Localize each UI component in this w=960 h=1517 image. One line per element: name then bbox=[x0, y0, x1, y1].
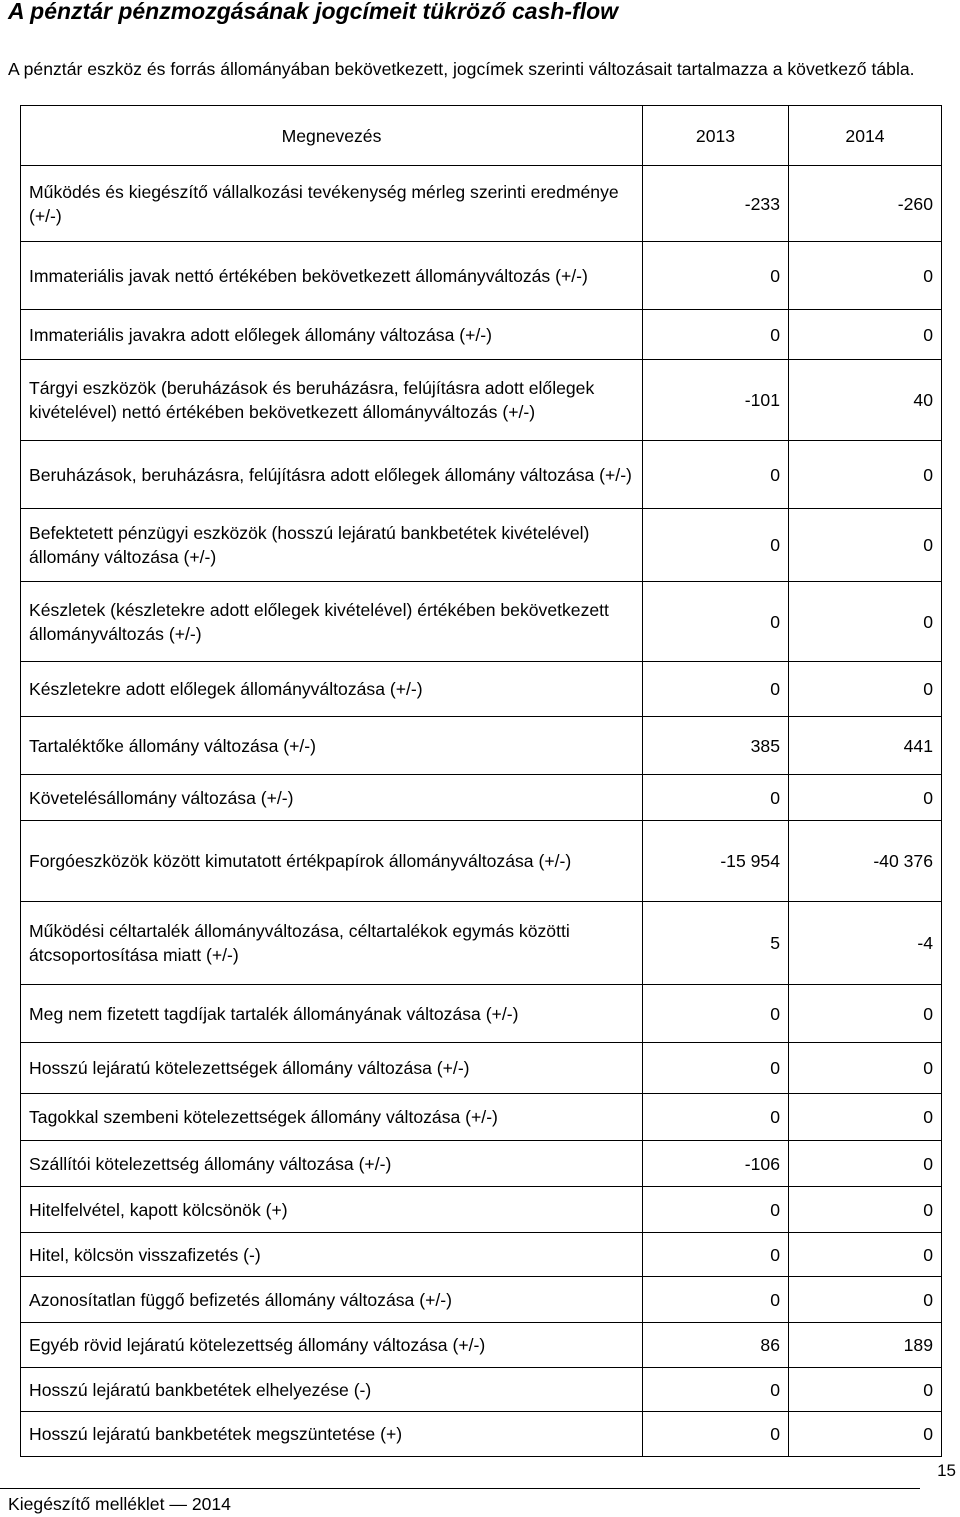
value-2014: 0 bbox=[789, 1043, 942, 1094]
value-2014: 0 bbox=[789, 1233, 942, 1277]
value-2013: 0 bbox=[643, 1094, 789, 1141]
table-row bbox=[21, 166, 942, 242]
value-2013: -101 bbox=[643, 360, 789, 441]
table-row bbox=[21, 1412, 942, 1457]
table-row bbox=[21, 1368, 942, 1412]
table-row bbox=[21, 1094, 942, 1141]
value-2013: 0 bbox=[643, 662, 789, 717]
value-2013: 0 bbox=[643, 1412, 789, 1457]
value-2013: -233 bbox=[643, 166, 789, 242]
value-2013: 0 bbox=[643, 775, 789, 821]
row-label: Immateriális javakra adott előlegek állomány változása (+/-) bbox=[21, 310, 643, 360]
value-2013: 0 bbox=[643, 985, 789, 1043]
value-2014: 0 bbox=[789, 1412, 942, 1457]
table-row bbox=[21, 509, 942, 582]
header-year-2013: 2013 bbox=[643, 106, 789, 166]
value-2013: 385 bbox=[643, 717, 789, 775]
value-2014: 0 bbox=[789, 441, 942, 509]
value-2014: -4 bbox=[789, 902, 942, 985]
value-2013: 0 bbox=[643, 1368, 789, 1412]
row-label: Hosszú lejáratú bankbetétek megszüntetése (+) bbox=[21, 1412, 643, 1457]
table-row bbox=[21, 775, 942, 821]
value-2014: 0 bbox=[789, 1368, 942, 1412]
table-header-row bbox=[21, 106, 942, 166]
table-row bbox=[21, 582, 942, 662]
row-label: Készletekre adott előlegek állományváltozása (+/-) bbox=[21, 662, 643, 717]
row-label: Követelésállomány változása (+/-) bbox=[21, 775, 643, 821]
row-label: Működés és kiegészítő vállalkozási tevékenység mérleg szerinti eredménye (+/-) bbox=[21, 166, 643, 242]
value-2014: 0 bbox=[789, 1277, 942, 1323]
row-label: Meg nem fizetett tagdíjak tartalék állományának változása (+/-) bbox=[21, 985, 643, 1043]
table-row bbox=[21, 717, 942, 775]
row-label: Hosszú lejáratú kötelezettségek állomány változása (+/-) bbox=[21, 1043, 643, 1094]
value-2014: 441 bbox=[789, 717, 942, 775]
value-2014: 0 bbox=[789, 1094, 942, 1141]
value-2013: 0 bbox=[643, 1233, 789, 1277]
row-label: Tagokkal szembeni kötelezettségek állomány változása (+/-) bbox=[21, 1094, 643, 1141]
value-2014: 0 bbox=[789, 582, 942, 662]
value-2014: 0 bbox=[789, 310, 942, 360]
table-row bbox=[21, 1187, 942, 1233]
table-row bbox=[21, 902, 942, 985]
footer-divider bbox=[0, 1488, 920, 1489]
header-year-2014: 2014 bbox=[789, 106, 942, 166]
row-label: Hosszú lejáratú bankbetétek elhelyezése (-) bbox=[21, 1368, 643, 1412]
value-2014: 0 bbox=[789, 1141, 942, 1187]
value-2013: -15 954 bbox=[643, 821, 789, 902]
value-2014: 0 bbox=[789, 775, 942, 821]
value-2013: 0 bbox=[643, 1043, 789, 1094]
value-2014: 0 bbox=[789, 242, 942, 310]
value-2014: 189 bbox=[789, 1323, 942, 1368]
value-2013: 0 bbox=[643, 1187, 789, 1233]
row-label: Tárgyi eszközök (beruházások és beruházásra, felújításra adott előlegek kivételével) nettó értékében bekövetkezett állományváltozás (+/-) bbox=[21, 360, 643, 441]
value-2013: 86 bbox=[643, 1323, 789, 1368]
value-2014: 0 bbox=[789, 1187, 942, 1233]
table-row bbox=[21, 1277, 942, 1323]
row-label: Működési céltartalék állományváltozása, céltartalékok egymás közötti átcsoportosítása miatt (+/-) bbox=[21, 902, 643, 985]
table-row bbox=[21, 662, 942, 717]
table-row bbox=[21, 1043, 942, 1094]
intro-paragraph: A pénztár eszköz és forrás állományában bekövetkezett, jogcímek szerinti változásait tartalmazza a következő tábla. bbox=[8, 59, 915, 79]
value-2014: 40 bbox=[789, 360, 942, 441]
row-label: Hitelfelvétel, kapott kölcsönök (+) bbox=[21, 1187, 643, 1233]
value-2013: -106 bbox=[643, 1141, 789, 1187]
page-number: 15 bbox=[937, 1461, 956, 1480]
row-label: Hitel, kölcsön visszafizetés (-) bbox=[21, 1233, 643, 1277]
value-2013: 0 bbox=[643, 582, 789, 662]
table-row bbox=[21, 821, 942, 902]
table-row bbox=[21, 1323, 942, 1368]
footer-text: Kiegészítő melléklet — 2014 bbox=[8, 1494, 231, 1514]
value-2013: 0 bbox=[643, 1277, 789, 1323]
value-2014: 0 bbox=[789, 985, 942, 1043]
row-label: Befektetett pénzügyi eszközök (hosszú lejáratú bankbetétek kivételével) állomány változása (+/-) bbox=[21, 509, 643, 582]
value-2014: -40 376 bbox=[789, 821, 942, 902]
value-2014: -260 bbox=[789, 166, 942, 242]
value-2014: 0 bbox=[789, 509, 942, 582]
row-label: Tartaléktőke állomány változása (+/-) bbox=[21, 717, 643, 775]
value-2013: 5 bbox=[643, 902, 789, 985]
row-label: Szállítói kötelezettség állomány változása (+/-) bbox=[21, 1141, 643, 1187]
table-row bbox=[21, 310, 942, 360]
row-label: Forgóeszközök között kimutatott értékpapírok állományváltozása (+/-) bbox=[21, 821, 643, 902]
header-name: Megnevezés bbox=[21, 106, 643, 166]
table-row bbox=[21, 985, 942, 1043]
value-2014: 0 bbox=[789, 662, 942, 717]
row-label: Készletek (készletekre adott előlegek kivételével) értékében bekövetkezett állományváltozás (+/-) bbox=[21, 582, 643, 662]
cash-flow-table bbox=[20, 105, 942, 1457]
table-row bbox=[21, 242, 942, 310]
row-label: Immateriális javak nettó értékében bekövetkezett állományváltozás (+/-) bbox=[21, 242, 643, 310]
row-label: Beruházások, beruházásra, felújításra adott előlegek állomány változása (+/-) bbox=[21, 441, 643, 509]
table-row bbox=[21, 1233, 942, 1277]
table-row bbox=[21, 441, 942, 509]
page-title: A pénztár pénzmozgásának jogcímeit tükröző cash-flow bbox=[8, 0, 619, 24]
value-2013: 0 bbox=[643, 509, 789, 582]
table-row bbox=[21, 360, 942, 441]
value-2013: 0 bbox=[643, 242, 789, 310]
table-row bbox=[21, 1141, 942, 1187]
row-label: Azonosítatlan függő befizetés állomány változása (+/-) bbox=[21, 1277, 643, 1323]
row-label: Egyéb rövid lejáratú kötelezettség állomány változása (+/-) bbox=[21, 1323, 643, 1368]
value-2013: 0 bbox=[643, 310, 789, 360]
value-2013: 0 bbox=[643, 441, 789, 509]
